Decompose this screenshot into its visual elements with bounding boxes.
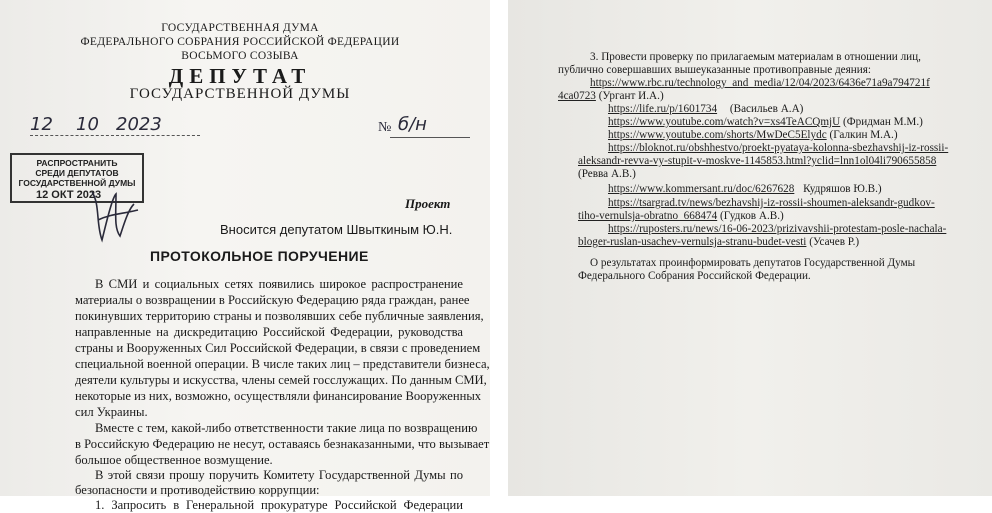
project-label: Проект [405, 196, 451, 211]
source-link-continuation[interactable]: bloger-ruslan-usachev-vernulsja-stranu-budet-vesti [578, 236, 807, 248]
body-line: Вместе с тем, какой-либо ответственности такие лица по возвращению [95, 421, 478, 435]
body-line: В СМИ и социальных сетях появились широкое распространение [95, 277, 463, 291]
right-document-page [508, 0, 992, 496]
source-link[interactable]: https://life.ru/p/1601734 [608, 103, 718, 115]
body-line: деятели культуры и искусства, члены семей госслужащих. По данным СМИ, [75, 373, 487, 387]
link-row [608, 182, 882, 196]
stamp-line-3: ГОСУДАРСТВЕННОЙ ДУМЫ [18, 178, 136, 188]
source-link[interactable]: https://www.youtube.com/shorts/MwDeC5Elydc [608, 129, 827, 141]
body-line: материалы о возвращении в Российскую Федерацию ряда граждан, ранее [75, 293, 470, 307]
letterhead-line-1: ГОСУДАРСТВЕННАЯ ДУМА [161, 22, 319, 34]
body-line: покинувших территорию страны и позволявших себе публичные заявления, [75, 309, 484, 323]
letterhead-line-3: ВОСЬМОГО СОЗЫВА [181, 50, 299, 62]
body-line: безопасности и противодействию коррупции: [75, 483, 320, 497]
item-3-line: 3. Провести проверку по прилагаемым материалам в отношении лиц, [590, 51, 921, 63]
source-link[interactable]: https://bloknot.ru/obshhestvo/proekt-pyataya-kolonna-sbezhavshij-iz-rossii- [608, 142, 949, 154]
introduced-by: Вносится депутатом Швыткиным Ю.Н. [220, 222, 453, 237]
closing-line: Федерального Собрания Российской Федерации. [578, 270, 811, 282]
link-row [578, 235, 859, 249]
body-line: В этой связи прошу поручить Комитету Государственной Думы по [95, 468, 463, 482]
person-name: (Васильев А.А) [729, 103, 804, 115]
link-row [578, 167, 636, 181]
source-link[interactable]: https://www.kommersant.ru/doc/6267628 [608, 183, 795, 195]
person-name: (Усачев Р.) [809, 236, 860, 248]
source-link[interactable]: https://ruposters.ru/news/16-06-2023/prizivavshii-protestam-posle-nachala- [608, 223, 947, 235]
number-sign: № [378, 120, 392, 135]
person-name: (Фридман М.М.) [843, 116, 923, 128]
letterhead-title: ДЕПУТАТ [168, 64, 312, 88]
link-row [578, 209, 784, 223]
body-line: в Российскую Федерацию не несут, оставаясь безнаказанными, что вызывает [75, 437, 490, 451]
date-day: 12 [30, 114, 53, 135]
link-row [590, 76, 930, 90]
stamp-date: 12 ОКТ 2023 [36, 189, 102, 201]
date-year: 2023 [116, 114, 162, 135]
body-line: сил Украины. [75, 405, 148, 419]
body-line: большое общественное возмущение. [75, 453, 273, 467]
person-name: (Ургант И.А.) [598, 90, 664, 102]
person-name: (Ревва А.В.) [578, 168, 636, 180]
link-row [608, 222, 946, 236]
stamp-line-2: СРЕДИ ДЕПУТАТОВ [35, 168, 119, 178]
body-line: специальной военной операции. В числе таких лиц – представители бизнеса, [75, 357, 490, 371]
item-3-line: публично совершавших вышеуказанные противоправные деяния: [558, 64, 872, 76]
page-gap [490, 0, 508, 496]
link-row [558, 89, 664, 103]
body-line: направленные на дискредитацию Российской Федерации, руководства [75, 325, 463, 339]
signature-scribble [86, 184, 142, 246]
person-name: (Галкин М.А.) [829, 129, 898, 141]
source-link[interactable]: https://tsargrad.tv/news/bezhavshij-iz-rossii-shoumen-aleksandr-gudkov- [608, 197, 935, 209]
document-title: ПРОТОКОЛЬНОЕ ПОРУЧЕНИЕ [150, 248, 369, 264]
body-line: 1. Запросить в Генеральной прокуратуре Российской Федерации [95, 498, 463, 512]
link-row [578, 154, 936, 168]
source-link-continuation[interactable]: 4ca0723 [558, 90, 596, 102]
link-row [608, 141, 948, 155]
stamp-line-1: РАСПРОСТРАНИТЬ [36, 158, 118, 168]
source-link-continuation[interactable]: tiho-vernulsja-obratno_668474 [578, 210, 718, 222]
source-link-continuation[interactable]: aleksandr-revva-vy-stupit-v-moskve-1145853.html?yclid=lnn1ol04li790655858 [578, 155, 937, 167]
link-row [608, 115, 923, 129]
body-line: страны и Вооруженных Сил Российской Федерации, в связи с проведением [75, 341, 481, 355]
document-number: б/н [398, 114, 427, 135]
link-row [608, 128, 898, 142]
date-field-line [30, 113, 200, 136]
closing-line: О результатах проинформировать депутатов Государственной Думы [590, 257, 916, 269]
source-link[interactable]: https://www.rbc.ru/technology_and_media/12/04/2023/6436e71a9a794721f [590, 77, 930, 89]
person-name: (Гудков А.В.) [720, 210, 784, 222]
link-row [608, 196, 935, 210]
date-month: 10 [76, 114, 99, 135]
source-link[interactable]: https://www.youtube.com/watch?v=xs4TeACQmjU [608, 116, 841, 128]
person-name: Кудряшов Ю.В.) [803, 183, 882, 195]
letterhead-line-2: ФЕДЕРАЛЬНОГО СОБРАНИЯ РОССИЙСКОЙ ФЕДЕРАЦИИ [80, 36, 400, 48]
left-document-page [0, 0, 490, 512]
body-line: некоторые из них, возможно, осуществляли финансирование Вооруженных [75, 389, 482, 403]
link-row [608, 102, 803, 116]
letterhead-subtitle: ГОСУДАРСТВЕННОЙ ДУМЫ [129, 86, 351, 102]
